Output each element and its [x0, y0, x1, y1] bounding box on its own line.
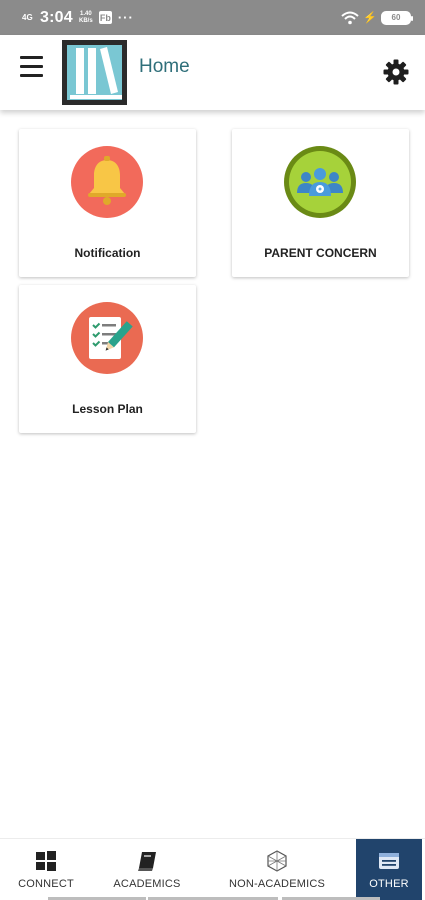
nav-label: CONNECT — [18, 878, 74, 890]
gear-icon — [383, 59, 409, 85]
bell-icon — [71, 146, 143, 218]
page-title: Home — [139, 56, 190, 77]
tile-label: PARENT CONCERN — [264, 246, 377, 260]
nav-label: OTHER — [369, 878, 409, 890]
nav-label: NON-ACADEMICS — [228, 878, 326, 890]
hamburger-line — [20, 74, 43, 77]
nav-academics[interactable] — [100, 839, 194, 900]
id-card-icon — [378, 850, 400, 872]
tile-label: Notification — [74, 246, 141, 260]
network-speed: 1.40 KB/s — [78, 10, 93, 24]
settings-button[interactable] — [383, 59, 409, 85]
hamburger-line — [20, 65, 43, 68]
battery-indicator: 60 — [381, 11, 411, 25]
notification-tile[interactable] — [19, 129, 196, 277]
status-time: 3:04 — [40, 8, 73, 26]
windows-icon — [35, 850, 57, 872]
parent-concern-tile[interactable] — [232, 129, 409, 277]
nav-connect[interactable] — [0, 839, 92, 900]
bottom-navigation — [0, 838, 425, 900]
books-logo-icon — [62, 40, 127, 105]
charging-icon: ⚡ — [363, 12, 377, 24]
nav-other[interactable] — [356, 839, 422, 900]
tile-label: Lesson Plan — [72, 402, 143, 416]
book-icon — [136, 850, 158, 872]
more-notifications: ··· — [117, 10, 134, 25]
network-icon — [266, 850, 288, 872]
nav-label: ACADEMICS — [113, 878, 181, 890]
hamburger-line — [20, 56, 43, 59]
menu-button[interactable] — [20, 56, 44, 80]
parents-group-icon — [284, 146, 356, 218]
notification-app-icon: Fb — [99, 12, 111, 23]
app-logo — [62, 40, 127, 105]
wifi-icon — [341, 11, 359, 25]
lesson-plan-icon — [71, 302, 143, 374]
lesson-plan-tile[interactable] — [19, 285, 196, 433]
network-indicator: 4G — [22, 12, 33, 22]
nav-non-academics[interactable] — [214, 839, 340, 900]
status-bar — [0, 0, 425, 35]
app-bar — [0, 35, 425, 110]
